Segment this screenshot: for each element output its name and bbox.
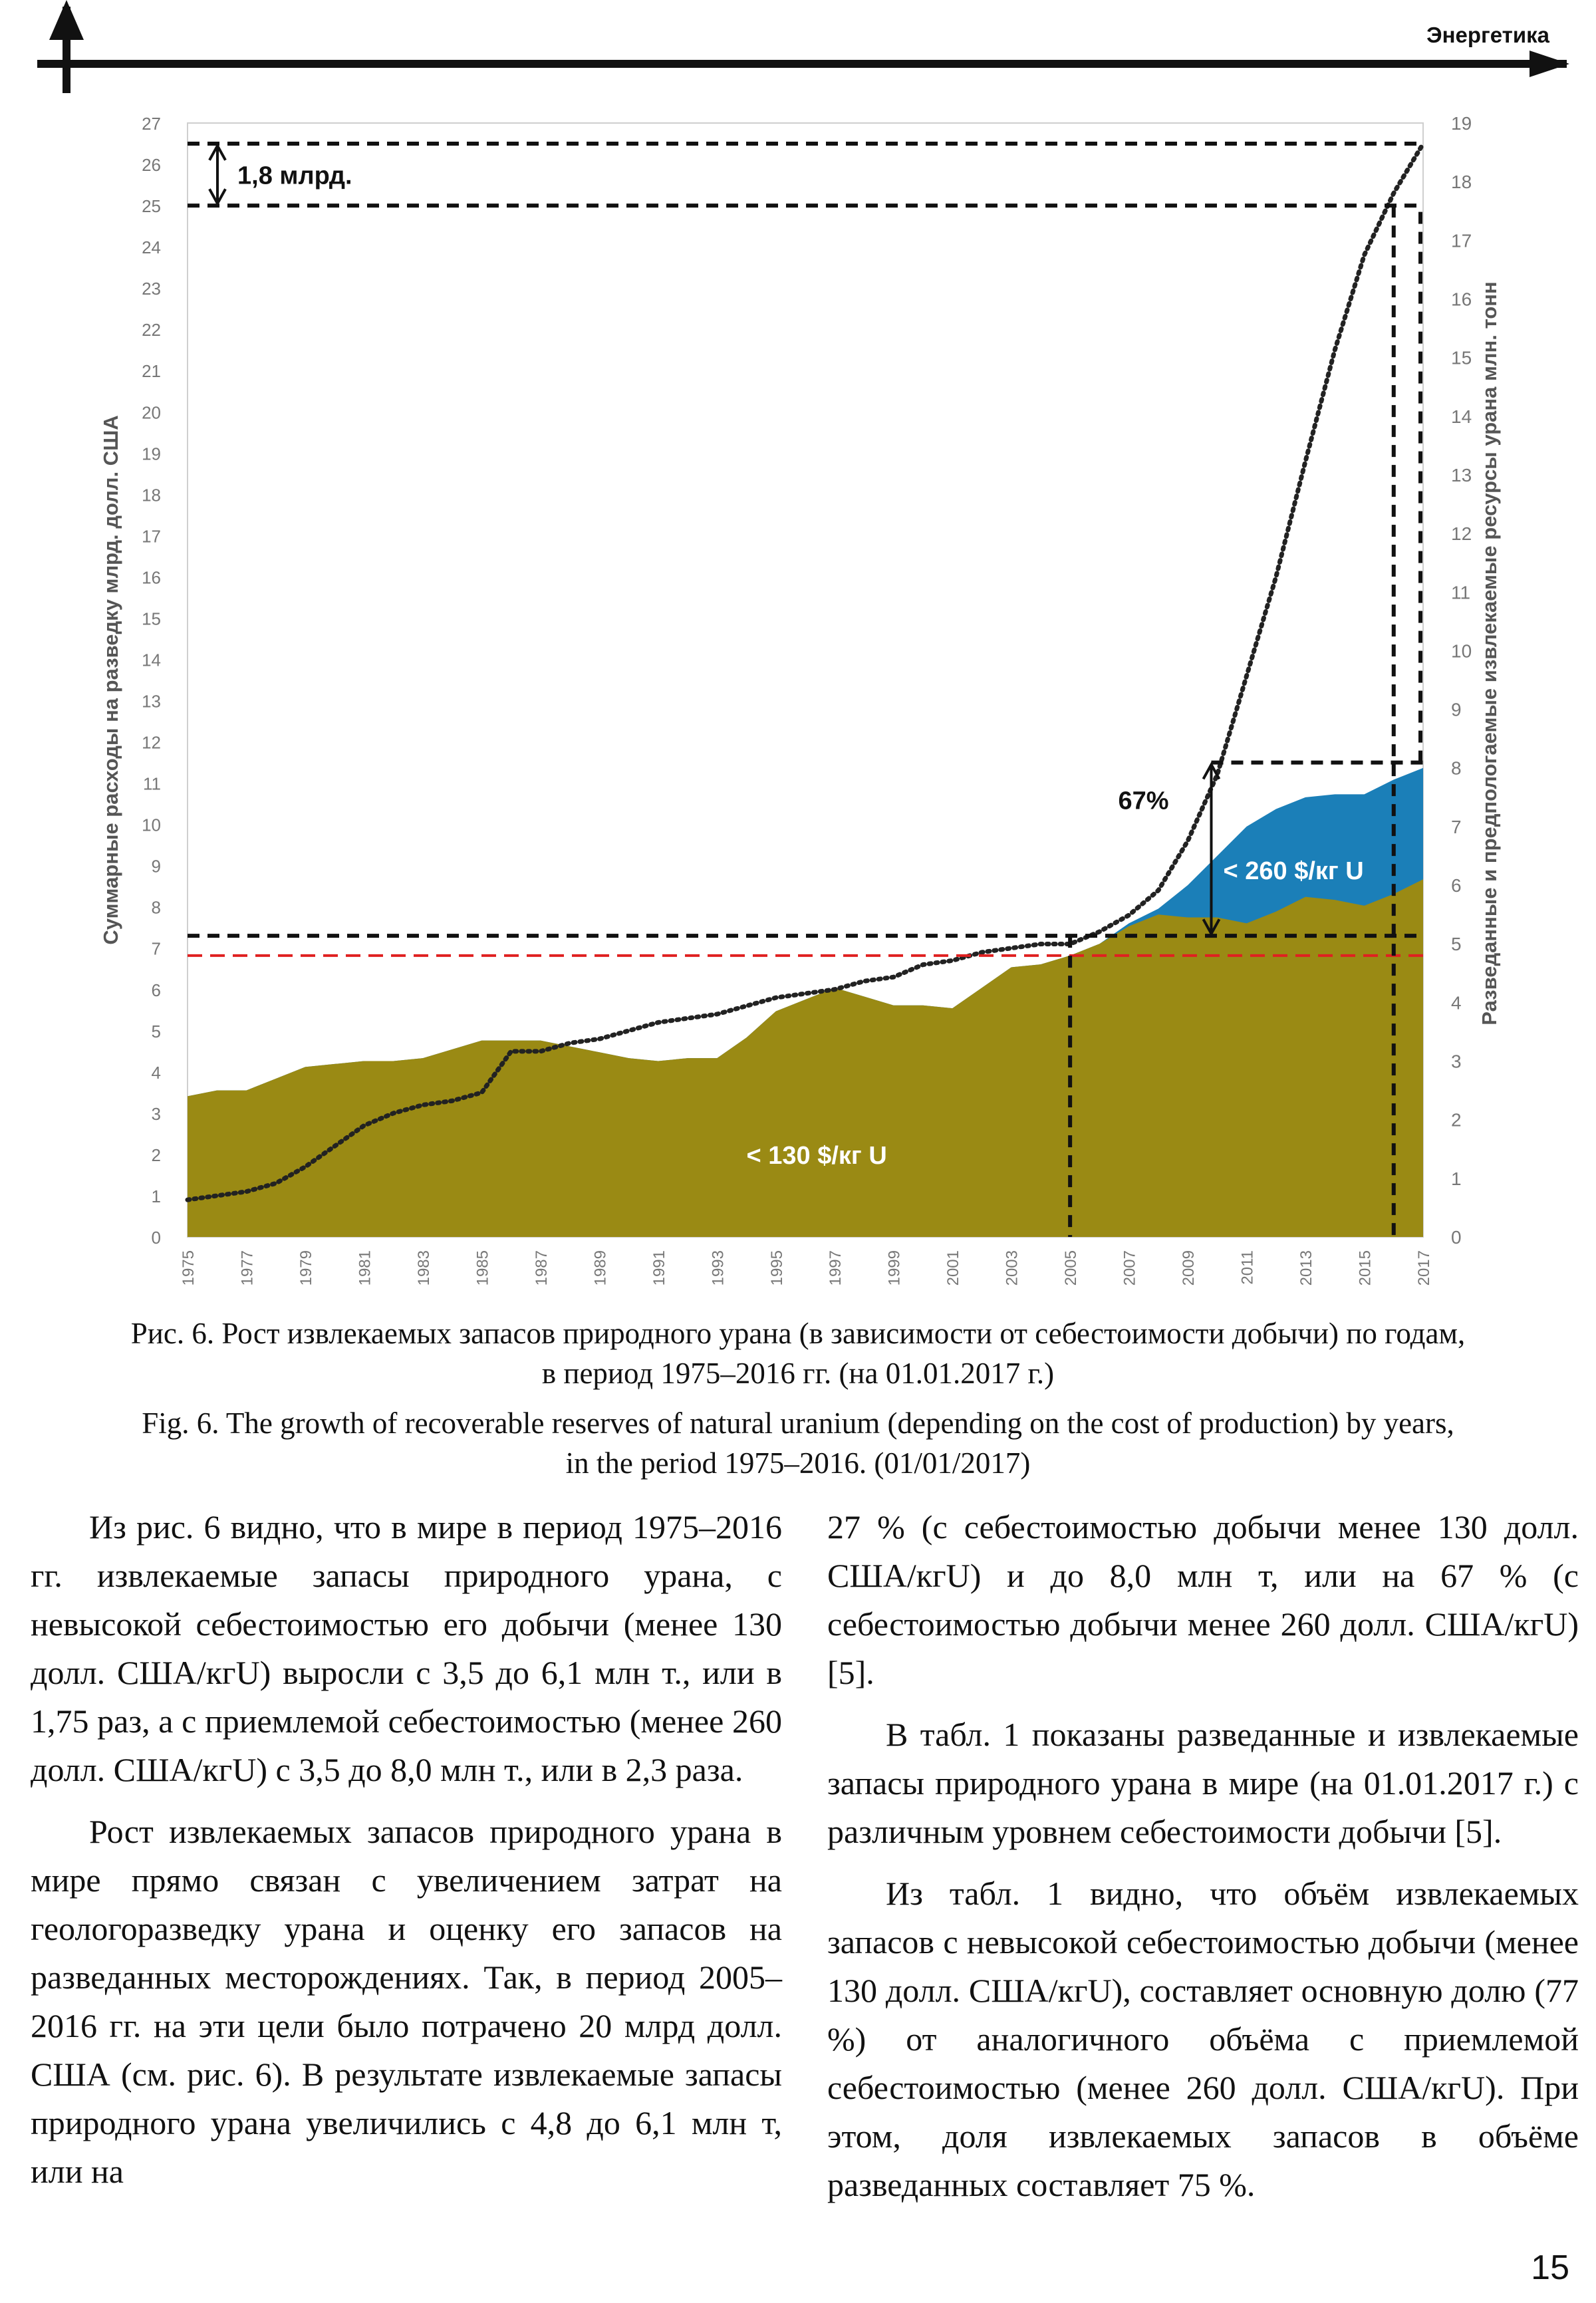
y-left-tick-label: 13 — [142, 691, 161, 712]
y-left-tick-label: 4 — [151, 1062, 161, 1083]
annotation-percent: 67% — [1118, 787, 1169, 815]
y-left-tick-label: 21 — [142, 361, 161, 382]
caption-ru-line1: Рис. 6. Рост извлекаемых запасов природного урана (в зависимости от себестоимости добычи) по годам, — [130, 1317, 1466, 1350]
y-left-tick-label: 18 — [142, 485, 161, 505]
y-left-tick-label: 2 — [151, 1145, 161, 1165]
header-rule — [37, 60, 1567, 68]
y-left-tick-label: 7 — [151, 938, 161, 959]
y-right-tick-label: 13 — [1451, 464, 1472, 485]
y-right-tick-label: 15 — [1451, 347, 1472, 368]
y-left-tick-label: 5 — [151, 1021, 161, 1041]
paragraph: 27 % (с себестоимостью добычи менее 130 долл. США/кгU) и до 8,0 млн т, или на 67 % (с себестоимостью добычи менее 260 долл. США/кгU) [5]. — [827, 1508, 1579, 1691]
figure-chart — [0, 106, 1596, 1323]
y-left-tick-label: 20 — [142, 402, 161, 423]
x-tick-label: 1975 — [180, 1250, 198, 1286]
section-title: Энергетика — [1426, 23, 1549, 47]
right-column — [827, 1503, 1579, 2223]
paragraph: Из табл. 1 видно, что объём извлекаемых запасов с невысокой себестоимостью добычи (менее 130 долл. США/кгU), составляет основную долю (77 %) от аналогичного объёма с приемлемой себестоимостью (менее 260 долл. США/кгU). При этом, доля извлекаемых запасов в объёме разведанных составляет 75 %. — [827, 1875, 1579, 2203]
y-right-tick-label: 16 — [1451, 289, 1472, 310]
y-right-tick-label: 17 — [1451, 230, 1472, 251]
annotation-130: < 130 $/кг U — [746, 1141, 887, 1170]
plot-area — [99, 113, 1501, 1286]
x-tick-label: 2017 — [1415, 1250, 1433, 1286]
y-left-tick-label: 15 — [142, 609, 161, 629]
x-tick-label: 1985 — [473, 1250, 492, 1286]
x-tick-label: 1977 — [238, 1250, 257, 1286]
y-left-tick-label: 0 — [151, 1228, 161, 1248]
page-number: 15 — [1531, 2248, 1569, 2287]
y-left-tick-label: 23 — [142, 279, 161, 299]
y-left-tick-label: 19 — [142, 444, 161, 464]
y-left-tick-label: 3 — [151, 1103, 161, 1124]
y-left-tick-label: 24 — [142, 237, 161, 258]
paragraph: В табл. 1 показаны разведанные и извлекаемые запасы природного урана в мире (на 01.01.2017 г.) с различным уровнем себестоимости добычи [5]. — [827, 1716, 1579, 1850]
y-left-tick-label: 9 — [151, 856, 161, 877]
arrow-up-icon — [49, 0, 84, 40]
y-left-tick-label: 25 — [142, 196, 161, 217]
y-left-tick-label: 11 — [143, 773, 161, 794]
y-right-tick-label: 7 — [1451, 816, 1462, 837]
annotation-gap: 1,8 млрд. — [237, 162, 352, 190]
y-left-axis-title: Суммарные расходы на разведку млрд. долл. США — [99, 415, 122, 945]
arrow-right-icon — [1530, 51, 1569, 77]
x-tick-label: 1997 — [827, 1250, 845, 1286]
y-right-tick-label: 3 — [1451, 1051, 1462, 1072]
y-right-tick-label: 8 — [1451, 757, 1462, 779]
y-right-tick-label: 0 — [1451, 1227, 1462, 1248]
y-right-tick-label: 19 — [1451, 113, 1472, 134]
y-right-tick-label: 6 — [1451, 875, 1462, 896]
x-tick-label: 1989 — [591, 1250, 610, 1286]
y-right-tick-label: 9 — [1451, 699, 1462, 720]
y-right-tick-label: 2 — [1451, 1109, 1462, 1131]
annotation-260: < 260 $/кг U — [1223, 857, 1364, 885]
y-right-tick-label: 18 — [1451, 172, 1472, 193]
caption-en-line2: in the period 1975–2016. (01/01/2017) — [565, 1446, 1031, 1480]
x-tick-label: 1995 — [767, 1250, 786, 1286]
y-left-tick-label: 26 — [142, 155, 161, 176]
x-tick-label: 1999 — [885, 1250, 904, 1286]
y-right-tick-label: 10 — [1451, 640, 1472, 662]
y-left-tick-label: 27 — [142, 114, 161, 134]
y-left-tick-label: 6 — [151, 980, 161, 1000]
caption-en-line1: Fig. 6. The growth of recoverable reserves of natural uranium (depending on the cost of production) by years, — [142, 1407, 1454, 1440]
y-right-tick-label: 1 — [1451, 1168, 1462, 1189]
x-tick-label: 1987 — [532, 1250, 551, 1286]
y-right-tick-label: 4 — [1451, 992, 1462, 1014]
y-left-tick-label: 1 — [151, 1186, 161, 1206]
y-left-tick-label: 10 — [142, 815, 161, 835]
caption-ru-line2: в период 1975–2016 гг. (на 01.01.2017 г.) — [541, 1357, 1055, 1390]
x-tick-label: 2003 — [1003, 1250, 1021, 1286]
x-tick-label: 2007 — [1121, 1250, 1139, 1286]
paragraph: Рост извлекаемых запасов природного урана в мире прямо связан с увеличением затрат на геологоразведку урана и оценку его запасов на разведанных месторождениях. Так, в период 2005–2016 гг. на эти цели было потрачено 20 млрд долл. США (см. рис. 6). В результате извлекаемые запасы природного урана увеличились с 4,8 до 6,1 млн т, или на — [31, 1813, 782, 2190]
x-tick-label: 1981 — [356, 1250, 374, 1286]
y-left-tick-label: 16 — [142, 567, 161, 588]
x-tick-label: 2015 — [1356, 1250, 1375, 1286]
left-column — [31, 1503, 782, 2209]
y-left-tick-label: 12 — [142, 732, 161, 753]
x-tick-label: 1983 — [414, 1250, 433, 1286]
y-right-tick-label: 12 — [1451, 523, 1472, 545]
x-tick-label: 2009 — [1180, 1250, 1198, 1286]
paragraph: Из рис. 6 видно, что в мире в период 1975–2016 гг. извлекаемые запасы природного урана, с невысокой себестоимостью его добычи (менее 130 долл. США/кгU) выросли с 3,5 до 6,1 млн т., или в 1,75 раз, а с приемлемой себестоимостью (менее 260 долл. США/кгU) с 3,5 до 8,0 млн т., или в 2,3 раза. — [31, 1508, 782, 1788]
y-left-tick-label: 8 — [151, 897, 161, 918]
x-tick-label: 2005 — [1062, 1250, 1081, 1286]
x-tick-label: 2013 — [1297, 1250, 1316, 1286]
y-left-tick-label: 22 — [142, 320, 161, 340]
x-tick-label: 2001 — [944, 1250, 963, 1286]
x-tick-label: 1979 — [297, 1250, 315, 1286]
y-left-tick-label: 14 — [142, 650, 161, 670]
y-right-tick-label: 14 — [1451, 406, 1472, 427]
y-right-axis-title: Разведанные и предпологаемые извлекаемые ресурсы урана млн. тонн — [1478, 281, 1501, 1025]
y-right-tick-label: 11 — [1451, 582, 1471, 603]
y-left-tick-label: 17 — [142, 526, 161, 547]
x-tick-label: 2011 — [1238, 1250, 1257, 1285]
x-tick-label: 1993 — [709, 1250, 728, 1286]
y-right-tick-label: 5 — [1451, 934, 1462, 955]
x-tick-label: 1991 — [650, 1250, 668, 1286]
